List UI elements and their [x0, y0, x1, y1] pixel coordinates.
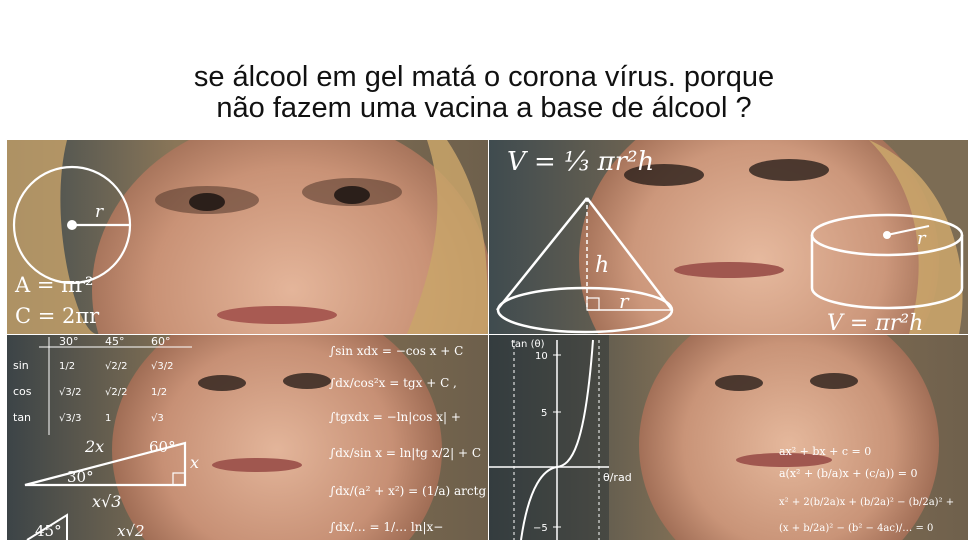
panel-4-illustration	[489, 335, 968, 540]
face-shape	[639, 335, 939, 540]
trig-cell: 1/2	[59, 361, 76, 372]
panel-circle-formulas	[7, 140, 488, 334]
area-formula: A = πr²	[15, 273, 94, 297]
meme-image-grid	[7, 140, 968, 540]
mouth	[212, 458, 302, 472]
integral-formula: ∫dx/cos²x = tgx + C ,	[329, 376, 457, 390]
triangle-hypotenuse: 2x	[85, 437, 105, 456]
equation-line: a(x² + (b/a)x + (c/a)) = 0	[779, 467, 918, 480]
trig-cell: √3	[151, 413, 164, 424]
cylinder-volume-formula: V = πr²h	[827, 311, 924, 334]
trig-cell: √3/2	[59, 387, 82, 398]
trig-cell: √2/2	[105, 361, 128, 372]
triangle-side-45: x√2	[117, 522, 145, 540]
eye-left	[198, 375, 246, 391]
triangle-base: x√3	[92, 492, 122, 511]
trig-header-45: 45°	[105, 335, 125, 348]
cone-volume-formula: V = ⅓ πr²h	[507, 147, 655, 177]
eye-right	[334, 186, 370, 204]
eye-left	[189, 193, 225, 211]
tan-x-label: θ/rad	[603, 471, 632, 484]
triangle-angle-45: 45°	[35, 522, 62, 540]
eye-left	[715, 375, 763, 391]
mouth	[674, 262, 784, 278]
eye-right	[749, 159, 829, 181]
panel-volume-formulas	[489, 140, 968, 334]
integral-formula: ∫dx/(a² + x²) = (1/a) arctg	[329, 484, 487, 498]
mouth	[217, 306, 337, 324]
panel-2-illustration	[489, 140, 968, 334]
trig-header-60: 60°	[151, 335, 171, 348]
trig-cell: 1	[105, 413, 112, 424]
tan-tick-10: 10	[535, 351, 548, 362]
trig-row-cos: cos	[13, 385, 32, 398]
equation-line: ax² + bx + c = 0	[779, 445, 872, 458]
tan-tick-neg5: −5	[533, 523, 548, 534]
eye-right	[810, 373, 858, 389]
panel-trig-integrals	[7, 335, 488, 540]
trig-cell: 1/2	[151, 387, 168, 398]
triangle-angle-30: 30°	[67, 468, 94, 486]
integral-formula: ∫sin xdx = −cos x + C	[329, 344, 464, 358]
integral-formula: ∫dx/… = 1/… ln|x−	[329, 520, 444, 534]
circumference-formula: C = 2πr	[15, 304, 100, 328]
cone-height-label: h	[595, 253, 610, 278]
trig-row-sin: sin	[13, 359, 29, 372]
trig-cell: √3/3	[59, 413, 82, 424]
caption-line-2: não fazem uma vacina a base de álcool ?	[216, 92, 752, 124]
trig-cell: √2/2	[105, 387, 128, 398]
trig-header-30: 30°	[59, 335, 79, 348]
caption-line-1: se álcool em gel matá o corona vírus. porque	[193, 61, 775, 93]
integral-formula: ∫tgxdx = −ln|cos x| +	[329, 410, 461, 424]
integral-formula: ∫dx/sin x = ln|tg x/2| + C	[329, 446, 482, 460]
eye-right	[283, 373, 331, 389]
equation-line: x² + 2(b/2a)x + (b/2a)² − (b/2a)² +	[779, 497, 955, 508]
radius-label: r	[95, 202, 104, 222]
equation-line: (x + b/2a)² − (b² − 4ac)/… = 0	[779, 523, 934, 534]
panel-1-illustration	[7, 140, 488, 334]
tan-axis-title: tan (θ)	[511, 339, 545, 350]
triangle-side: x	[190, 453, 200, 472]
panel-tan-graph	[489, 335, 968, 540]
panel-3-illustration	[7, 335, 488, 540]
meme-caption	[0, 62, 968, 124]
trig-cell: √3/2	[151, 361, 174, 372]
tan-tick-5: 5	[541, 408, 548, 419]
cone-radius-label: r	[619, 289, 629, 313]
trig-row-tan: tan	[13, 411, 32, 424]
triangle-angle-60: 60°	[149, 438, 176, 456]
cylinder-radius-label: r	[917, 228, 926, 249]
